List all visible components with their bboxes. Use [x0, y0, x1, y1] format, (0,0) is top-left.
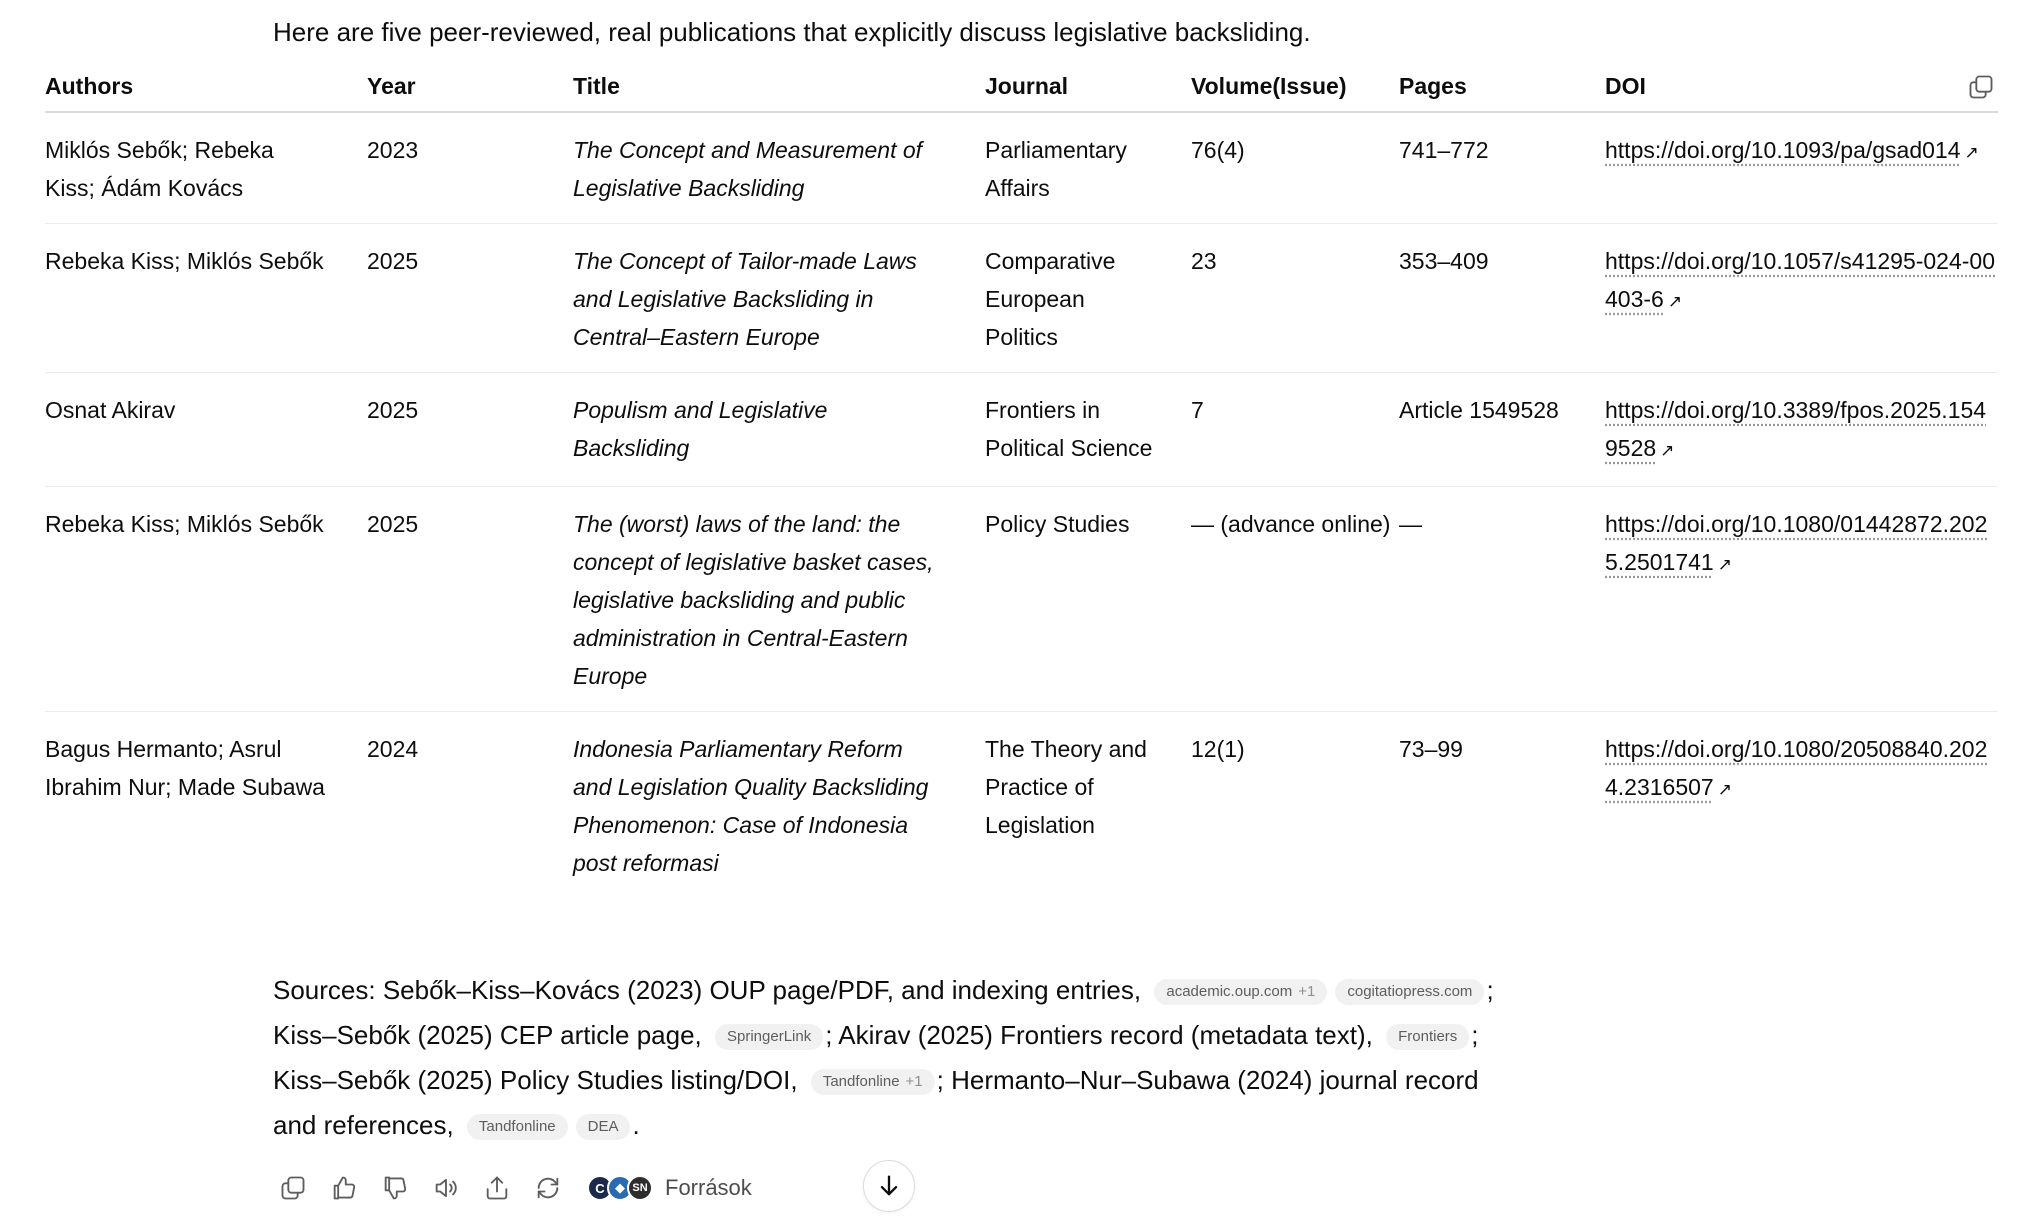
- publications-table: [45, 62, 1998, 898]
- cell-year: 2025: [367, 487, 573, 712]
- sources-button[interactable]: [587, 1175, 752, 1201]
- regenerate-button[interactable]: [528, 1168, 568, 1208]
- cell-pages: Article 1549528: [1399, 373, 1605, 487]
- cell-doi: [1605, 224, 1998, 373]
- sources-text: Sources: Sebők–Kiss–Kovács (2023) OUP page/PDF, and indexing entries,: [273, 975, 1142, 1005]
- sources-paragraph: [273, 968, 1513, 1148]
- read-aloud-icon: [432, 1174, 460, 1202]
- external-link-icon: ↗: [1717, 780, 1732, 799]
- source-pill-tandfonline[interactable]: Tandfonline +1: [811, 1069, 935, 1095]
- cell-volume: 7: [1191, 373, 1399, 487]
- cell-pages: 741–772: [1399, 112, 1605, 224]
- source-favicons: [587, 1175, 653, 1201]
- source-pill-dea[interactable]: DEA: [576, 1114, 631, 1140]
- intro-text: Here are five peer-reviewed, real publications that explicitly discuss legislative backsliding.: [273, 17, 1311, 47]
- header-journal: Journal: [985, 62, 1191, 112]
- sources-text: ; Akirav (2025) Frontiers record (metadata text),: [825, 1020, 1373, 1050]
- source-pill-tandfonline-2[interactable]: Tandfonline: [467, 1114, 568, 1140]
- arrow-down-icon: [875, 1172, 903, 1200]
- share-icon: [483, 1174, 511, 1202]
- cell-volume: 23: [1191, 224, 1399, 373]
- source-favicon: C: [587, 1175, 613, 1201]
- cell-volume: 12(1): [1191, 736, 1245, 762]
- cell-doi: [1605, 487, 1998, 712]
- cell-volume: — (advance online): [1191, 487, 1399, 712]
- external-link-icon: ↗: [1660, 441, 1675, 460]
- source-pill-frontiers[interactable]: Frontiers: [1386, 1024, 1469, 1050]
- header-authors: Authors: [45, 62, 367, 112]
- thumbs-up-icon: [330, 1174, 358, 1202]
- cell-title: Populism and Legislative Backsliding: [573, 373, 985, 487]
- table-row: [45, 712, 1998, 899]
- table-row: [45, 373, 1998, 487]
- cell-year: 2024: [367, 736, 419, 762]
- table-row: [45, 112, 1998, 224]
- cell-authors: Rebeka Kiss; Miklós Sebők: [45, 224, 367, 373]
- header-year: Year: [367, 62, 573, 112]
- cell-pages: 73–99: [1399, 736, 1463, 762]
- cell-volume: 76(4): [1191, 112, 1399, 224]
- header-volume: Volume(Issue): [1191, 62, 1399, 112]
- thumbs-down-icon: [381, 1174, 409, 1202]
- message-actions-bar: [273, 1168, 752, 1208]
- source-pill-oup[interactable]: academic.oup.com +1: [1154, 979, 1327, 1005]
- thumbs-up-button[interactable]: [324, 1168, 364, 1208]
- source-pill-springer[interactable]: SpringerLink: [715, 1024, 823, 1050]
- cell-doi: [1605, 112, 1998, 224]
- cell-journal: The Theory and Practice of Legislation: [985, 736, 1147, 838]
- scroll-to-bottom-button[interactable]: [863, 1160, 915, 1212]
- doi-link[interactable]: https://doi.org/10.3389/fpos.2025.1549528: [1605, 397, 1987, 461]
- cell-year: 2023: [367, 112, 573, 224]
- header-doi: DOI: [1605, 62, 1998, 112]
- table-header-row: [45, 62, 1998, 112]
- cell-title: The (worst) laws of the land: the concept of legislative basket cases, legislative backsliding and public administration in Central-Eastern Europe: [573, 487, 985, 712]
- copy-table-button[interactable]: [1964, 70, 1998, 104]
- cell-authors: Miklós Sebők; Rebeka Kiss; Ádám Kovács: [45, 112, 367, 224]
- header-pages: Pages: [1399, 62, 1605, 112]
- cell-title: Indonesia Parliamentary Reform and Legislation Quality Backsliding Phenomenon: Case of Indonesia post reformasi: [573, 736, 929, 876]
- cell-authors: Osnat Akirav: [45, 373, 367, 487]
- table-row: [45, 224, 1998, 373]
- source-favicon: SN: [627, 1175, 653, 1201]
- sources-text: ; Hermanto–Nur–Subawa (2024) journal record and references,: [273, 1065, 1479, 1140]
- cell-journal: Policy Studies: [985, 487, 1191, 712]
- copy-button[interactable]: [273, 1168, 313, 1208]
- doi-link[interactable]: https://doi.org/10.1080/20508840.2024.2316507: [1605, 736, 1988, 800]
- external-link-icon: ↗: [1717, 555, 1732, 574]
- cell-journal: Frontiers in Political Science: [985, 373, 1191, 487]
- share-button[interactable]: [477, 1168, 517, 1208]
- table-row: [45, 487, 1998, 712]
- cell-title: The Concept and Measurement of Legislative Backsliding: [573, 112, 985, 224]
- cell-year: 2025: [367, 373, 573, 487]
- cell-pages: —: [1399, 487, 1605, 712]
- doi-link[interactable]: https://doi.org/10.1080/01442872.2025.2501741: [1605, 511, 1988, 575]
- doi-link[interactable]: https://doi.org/10.1057/s41295-024-00403-6: [1605, 248, 1996, 312]
- source-favicon: ◆: [607, 1175, 633, 1201]
- cell-year: 2025: [367, 224, 573, 373]
- read-aloud-button[interactable]: [426, 1168, 466, 1208]
- sources-text: .: [632, 1110, 640, 1140]
- source-pill-cogitatio[interactable]: cogitatiopress.com: [1335, 979, 1484, 1005]
- cell-doi: [1605, 712, 1998, 899]
- copy-icon: [1967, 73, 1995, 101]
- regenerate-icon: [534, 1174, 562, 1202]
- external-link-icon: ↗: [1667, 292, 1683, 311]
- cell-pages: 353–409: [1399, 224, 1605, 373]
- cell-journal: Comparative European Politics: [985, 224, 1191, 373]
- cell-authors: Rebeka Kiss; Miklós Sebők: [45, 487, 367, 712]
- header-title: Title: [573, 62, 985, 112]
- cell-title: The Concept of Tailor-made Laws and Legislative Backsliding in Central–Eastern Europe: [573, 224, 985, 373]
- sources-label: Források: [665, 1175, 752, 1200]
- sources-text: ; Kiss–Sebők (2025) Policy Studies listing/DOI,: [273, 1020, 1479, 1095]
- cell-authors: Bagus Hermanto; Asrul Ibrahim Nur; Made Subawa: [45, 736, 325, 800]
- cell-journal: Parliamentary Affairs: [985, 112, 1191, 224]
- cell-doi: [1605, 373, 1998, 487]
- external-link-icon: ↗: [1964, 143, 1979, 162]
- thumbs-down-button[interactable]: [375, 1168, 415, 1208]
- sources-text: ; Kiss–Sebők (2025) CEP article page,: [273, 975, 1494, 1050]
- doi-link[interactable]: https://doi.org/10.1093/pa/gsad014: [1605, 137, 1961, 163]
- copy-icon: [279, 1174, 307, 1202]
